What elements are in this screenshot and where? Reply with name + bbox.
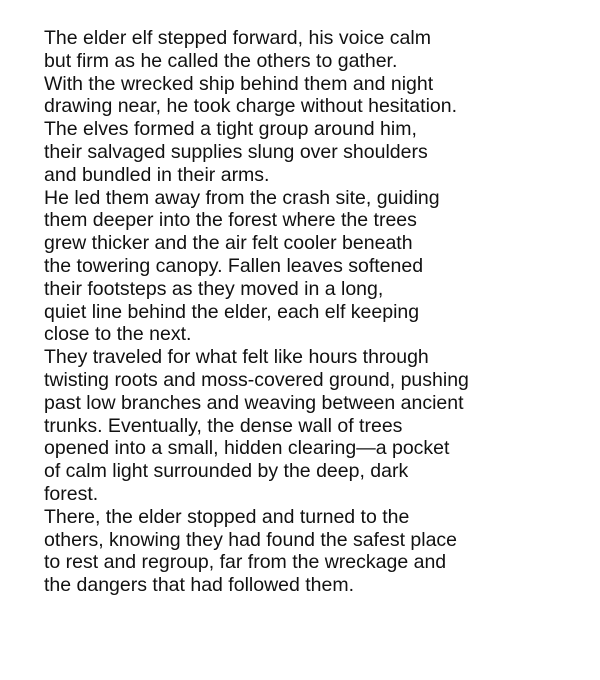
- paragraph: [44, 346, 469, 506]
- text-line: others, knowing they had found the safest place: [44, 528, 458, 551]
- text-line: The elder elf stepped forward, his voice calm: [44, 27, 431, 49]
- text-line: forest.: [44, 482, 99, 505]
- paragraph: [44, 187, 469, 347]
- text-line: their footsteps as they moved in a long,: [44, 277, 384, 300]
- text-line: the towering canopy. Fallen leaves softened: [44, 254, 424, 277]
- text-line: of calm light surrounded by the deep, dark: [44, 460, 409, 483]
- text-line: the dangers that had followed them.: [44, 574, 355, 597]
- text-line: and bundled in their arms.: [44, 163, 270, 186]
- text-line: There, the elder stopped and turned to the: [44, 505, 410, 528]
- text-line: close to the next.: [44, 323, 192, 346]
- text-line: past low branches and weaving between ancient: [44, 391, 464, 414]
- text-line: their salvaged supplies slung over shoulders: [44, 140, 428, 163]
- story-text: [44, 27, 469, 597]
- text-line: but firm as he called the others to gather.: [44, 49, 398, 72]
- paragraph: [44, 27, 469, 73]
- text-line: grew thicker and the air felt cooler beneath: [44, 232, 413, 255]
- text-line: With the wrecked ship behind them and night: [44, 72, 434, 95]
- text-line: twisting roots and moss-covered ground, pushing: [44, 368, 469, 391]
- text-line: trunks. Eventually, the dense wall of trees: [44, 414, 403, 437]
- text-line: The elves formed a tight group around him,: [44, 118, 417, 141]
- text-line: quiet line behind the elder, each elf keeping: [44, 300, 420, 323]
- paragraph: [44, 506, 469, 597]
- text-line: drawing near, he took charge without hesitation.: [44, 95, 458, 118]
- text-line: They traveled for what felt like hours through: [44, 346, 429, 369]
- text-line: opened into a small, hidden clearing—a pocket: [44, 437, 450, 460]
- text-line: them deeper into the forest where the trees: [44, 209, 417, 232]
- text-line: to rest and regroup, far from the wreckage and: [44, 551, 447, 574]
- text-line: He led them away from the crash site, guiding: [44, 186, 440, 209]
- paragraph: [44, 73, 469, 187]
